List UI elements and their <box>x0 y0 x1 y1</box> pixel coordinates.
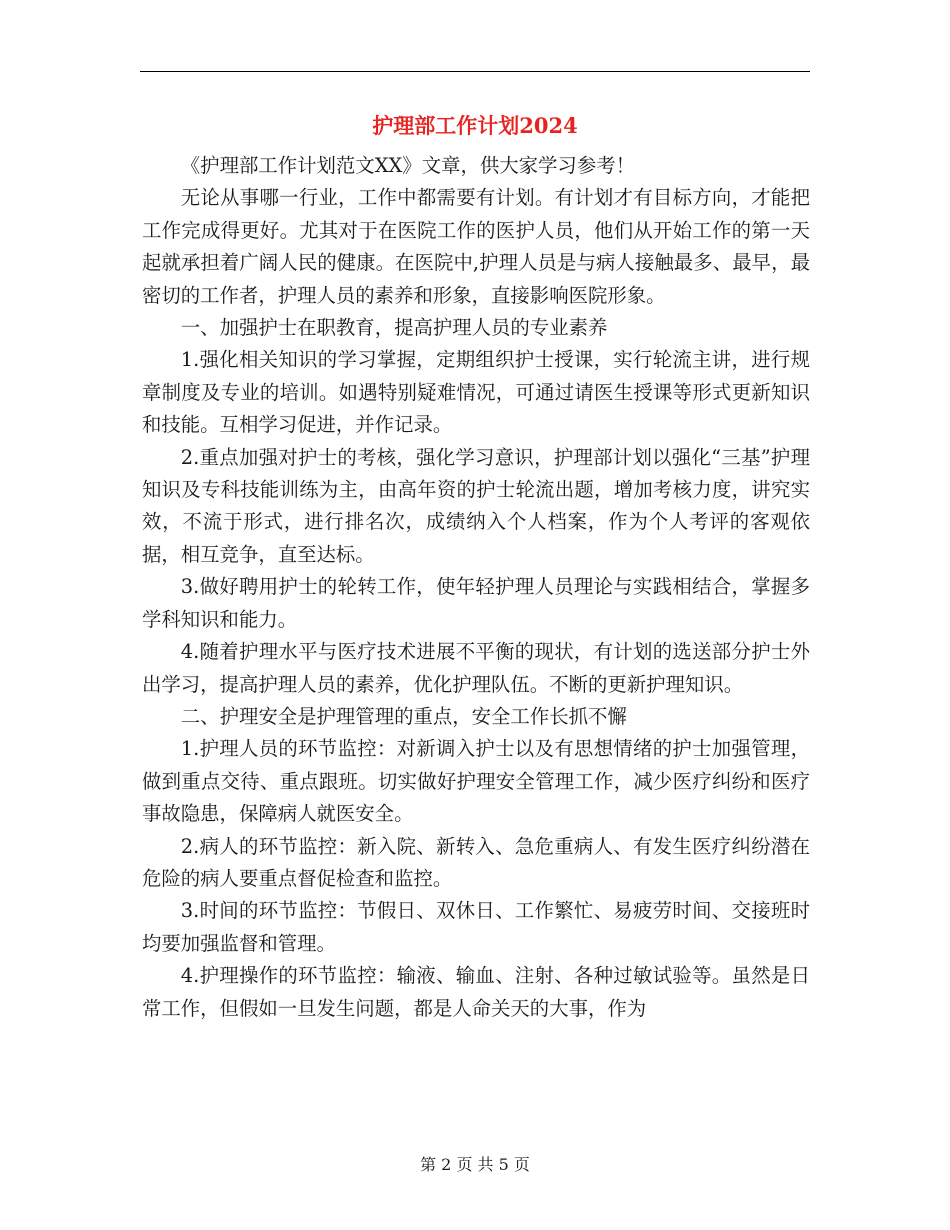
body-paragraph: 无论从事哪一行业，工作中都需要有计划。有计划才有目标方向，才能把工作完成得更好。尤其对于在医院工作的医护人员，他们从开始工作的第一天起就承担着广阔人民的健康。在医院中,护理人员是与病人接触最多、最早，最密切的工作者，护理人员的素养和形象，直接影响医院形象。 <box>142 186 810 307</box>
list-paragraph: 4.随着护理水平与医疗技术进展不平衡的现状，有计划的选送部分护士外出学习，提高护理人员的素养，优化护理队伍。不断的更新护理知识。 <box>142 640 810 696</box>
list-paragraph: 2.重点加强对护士的考核，强化学习意识，护理部计划以强化“三基”护理知识及专科技能训练为主，由高年资的护士轮流出题，增加考核力度，讲究实效，不流于形式，进行排名次，成绩纳入个人档案，作为个人考评的客观依据，相互竞争，直至达标。 <box>142 445 810 566</box>
document-body <box>142 150 810 1025</box>
document-title: 护理部工作计划2024 <box>372 113 578 138</box>
list-paragraph: 4.护理操作的环节监控：输液、输血、注射、各种过敏试验等。虽然是日常工作，但假如一旦发生问题，都是人命关天的大事，作为 <box>142 964 810 1020</box>
intro-paragraph: 《护理部工作计划范文XX》文章，供大家学习参考！ <box>180 154 635 177</box>
header-rule <box>140 71 810 72</box>
list-paragraph: 3.做好聘用护士的轮转工作，使年轻护理人员理论与实践相结合，掌握多学科知识和能力。 <box>142 575 810 631</box>
section-heading: 一、加强护士在职教育，提高护理人员的专业素养 <box>180 316 608 340</box>
list-paragraph: 2.病人的环节监控：新入院、新转入、急危重病人、有发生医疗纠纷潜在危险的病人要重点督促检查和监控。 <box>142 834 810 890</box>
page-number-footer: 第 2 页 共 5 页 <box>420 1155 530 1174</box>
section-heading: 二、护理安全是护理管理的重点，安全工作长抓不懈 <box>180 704 627 728</box>
list-paragraph: 1.护理人员的环节监控：对新调入护士以及有思想情绪的护士加强管理，做到重点交待、重点跟班。切实做好护理安全管理工作，减少医疗纠纷和医疗事故隐患，保障病人就医安全。 <box>142 737 810 826</box>
list-paragraph: 3.时间的环节监控：节假日、双休日、工作繁忙、易疲劳时间、交接班时均要加强监督和管理。 <box>142 899 810 955</box>
list-paragraph: 1.强化相关知识的学习掌握，定期组织护士授课，实行轮流主讲，进行规章制度及专业的培训。如遇特别疑难情况，可通过请医生授课等形式更新知识和技能。互相学习促进，并作记录。 <box>142 348 810 437</box>
